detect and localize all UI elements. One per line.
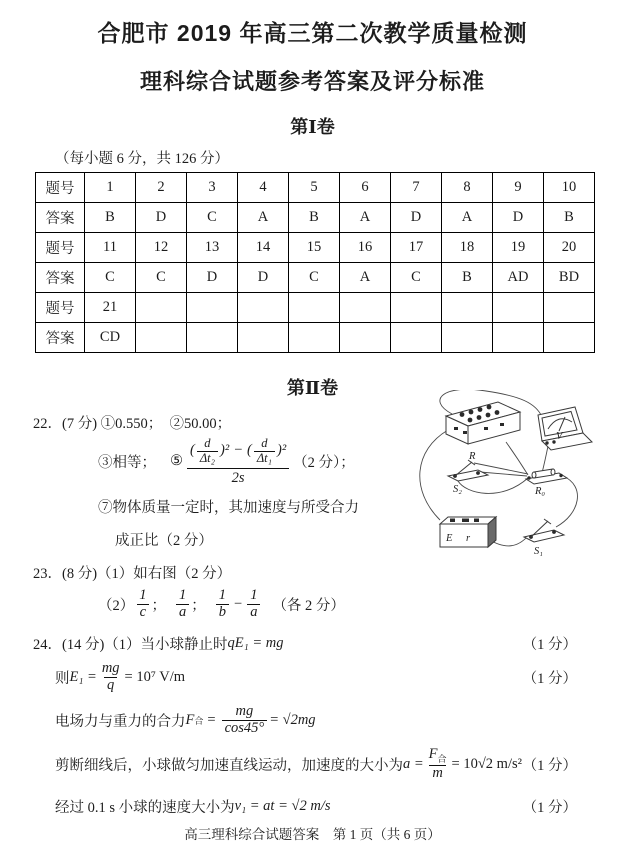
answer-table-cell: [391, 293, 442, 323]
fraction-1-over-c: [136, 588, 149, 621]
q22-answer-7-cont: 成正比（2 分）: [115, 533, 213, 550]
answer-table-cell: 18: [442, 233, 493, 263]
answer-table-cell: A: [442, 203, 493, 233]
denominator: m: [429, 765, 445, 782]
answer-table-row: [36, 323, 595, 353]
q23-score: （各 2 分）: [272, 598, 345, 615]
fraction-1-over-b: [216, 588, 229, 621]
resistance-box: [446, 402, 520, 444]
document-title: 合肥市 2019 年高三第二次教学质量检测: [97, 20, 528, 46]
q24-line-4: [55, 747, 625, 782]
answer-table-cell: D: [391, 203, 442, 233]
answer-table-cell: [442, 323, 493, 353]
answer-table-row: [36, 263, 595, 293]
fraction-1-over-a2: [247, 588, 260, 621]
answer-table-cell: 15: [289, 233, 340, 263]
answer-table-cell: A: [340, 203, 391, 233]
q23-line-2: [98, 588, 625, 621]
q22-answer-7: ⑦物体质量一定时，其加速度与所受合力: [98, 500, 359, 517]
answer-table-cell: 6: [340, 173, 391, 203]
answer-table-cell: 7: [391, 173, 442, 203]
document-subtitle: 理科综合试题参考答案及评分标准: [139, 69, 485, 94]
answer-table-cell: A: [340, 263, 391, 293]
answer-table-row: [36, 233, 595, 263]
answer-table-cell: 9: [493, 173, 544, 203]
a-lhs: a =: [403, 755, 424, 772]
q24-score-2: （1 分）: [522, 671, 577, 688]
numerator: d: [261, 436, 268, 450]
numerator: 1: [218, 587, 226, 604]
F-symbol: F: [185, 712, 195, 729]
page-footer: 高三理科综合试题答案 第 1 页（共 6 页）: [184, 827, 441, 842]
fraction-mg-over-cos45: [222, 704, 268, 737]
answer-table-cell: BD: [544, 263, 595, 293]
q22-score-5: （2 分）；: [293, 455, 355, 472]
circuit-diagram-svg: [406, 390, 620, 568]
q24-then-text: 则: [55, 671, 70, 688]
denominator: c: [137, 604, 149, 621]
switch-s2-label: S₂: [453, 484, 462, 495]
paren-open: (: [190, 442, 195, 459]
q22-answers-1-2: 22．(7 分) ①0.550； ②50.00；: [33, 416, 232, 432]
answer-table-cell: [136, 293, 187, 323]
separator: ；: [151, 598, 166, 615]
answer-table-cell: [238, 293, 289, 323]
resistance-box-label: R: [469, 451, 476, 462]
q24-accel-value: = 10√2 m/s²: [451, 755, 522, 772]
answer-table-cell: 17: [391, 233, 442, 263]
answer-table-cell: [493, 293, 544, 323]
numerator: [426, 747, 450, 765]
q24-formula-qE1: qE₁ = mg: [227, 635, 284, 652]
denominator: Δt₁: [254, 451, 275, 466]
answer-table-cell: [187, 323, 238, 353]
answer-table-cell: 10: [544, 173, 595, 203]
score-note: （每小题 6 分，共 126 分）: [55, 151, 229, 167]
q24-accel-text: 剪断细线后，小球做匀加速直线运动，加速度的大小为: [55, 757, 403, 774]
numerator: 1: [250, 587, 258, 604]
answer-table-row: [36, 203, 595, 233]
answer-table-row-header: 题号: [36, 233, 85, 263]
answer-table-cell: C: [187, 203, 238, 233]
wire: [458, 478, 528, 493]
F-subscript: 合: [437, 753, 447, 764]
wire: [542, 446, 548, 473]
q24-score-1: （1 分）: [522, 637, 577, 654]
answer-table-cell: [289, 293, 340, 323]
answer-table-cell: [289, 323, 340, 353]
answer-table-cell: 12: [136, 233, 187, 263]
paren-close-squared: )²: [220, 442, 230, 459]
fraction-numerator: [187, 437, 289, 468]
answer-table-cell: [442, 293, 493, 323]
answer-table-cell: 21: [85, 293, 136, 323]
answer-table-row: [36, 173, 595, 203]
answer-table-cell: 14: [238, 233, 289, 263]
q24-force-text: 电场力与重力的合力: [55, 714, 186, 731]
q24-part-1-text: 24．(14 分)（1）当小球静止时: [33, 637, 228, 654]
answer-table-row: [36, 293, 595, 323]
answer-table-body: [36, 173, 595, 353]
answer-table-cell: A: [238, 203, 289, 233]
battery-internal-resistance-label: r: [466, 533, 471, 544]
section-1-heading: 第Ⅰ卷: [290, 117, 335, 137]
q24-score-5: （1 分）: [522, 799, 577, 816]
question-24-block: [33, 633, 625, 816]
resistor-r0: [526, 469, 567, 484]
answer-table-cell: 19: [493, 233, 544, 263]
numerator: 1: [179, 587, 187, 604]
F-symbol: F: [428, 746, 438, 763]
q24-score-4: （1 分）: [522, 757, 577, 774]
q24-line-1: [33, 633, 625, 654]
answer-table-cell: C: [289, 263, 340, 293]
q22-answer-5-number: ⑤: [170, 453, 183, 470]
denominator: b: [216, 604, 229, 621]
q24-speed-formula: v₁ = at = √2 m/s: [234, 797, 331, 814]
answer-table-cell: 11: [85, 233, 136, 263]
answer-table-cell: [187, 293, 238, 323]
answer-table-cell: B: [442, 263, 493, 293]
section-2-heading: 第Ⅱ卷: [286, 378, 339, 398]
q24-line-5: [55, 796, 625, 817]
answer-table-cell: B: [85, 203, 136, 233]
answer-table-cell: [493, 323, 544, 353]
equals-sign: =: [207, 712, 216, 729]
answer-table-cell: [340, 323, 391, 353]
answer-table-row-header: 答案: [36, 203, 85, 233]
q23-part-1: 23．(8 分)（1）如右图（2 分）: [33, 566, 232, 583]
answer-table: [35, 172, 595, 353]
numerator: 1: [139, 587, 147, 604]
answer-table-cell: D: [187, 263, 238, 293]
wire: [556, 476, 577, 527]
answer-table-cell: C: [136, 263, 187, 293]
F-subscript: 合: [194, 716, 204, 727]
q24-force-value: = √2mg: [269, 712, 316, 729]
q24-speed-text: 经过 0.1 s 小球的速度大小为: [55, 799, 235, 816]
voltmeter-label: V: [556, 431, 563, 442]
q24-E1-lhs: E₁ =: [69, 669, 97, 686]
switch-s1-label: S₁: [534, 546, 543, 557]
answer-table-cell: 4: [238, 173, 289, 203]
fraction-mg-over-q: [99, 661, 123, 694]
answer-table-cell: [238, 323, 289, 353]
numerator: d: [204, 436, 211, 450]
answer-table-cell: [391, 323, 442, 353]
denominator: q: [104, 677, 117, 694]
q24-line-2: [55, 661, 625, 694]
answer-table-cell: D: [493, 203, 544, 233]
separator: ；: [191, 598, 206, 615]
q23-part-2-label: （2）: [98, 598, 135, 615]
denominator: a: [176, 604, 189, 621]
answer-table-row-header: 题号: [36, 293, 85, 323]
q22-answer-3: ③相等；: [98, 455, 156, 472]
answer-table-cell: 13: [187, 233, 238, 263]
answer-table-cell: AD: [493, 263, 544, 293]
answer-table-cell: 8: [442, 173, 493, 203]
answer-table-cell: 1: [85, 173, 136, 203]
answer-table-cell: D: [136, 203, 187, 233]
q22-formula-fraction: [187, 437, 289, 486]
question-23-block: [33, 562, 625, 621]
paren-close-squared: )²: [276, 442, 287, 459]
answer-table-row-header: 答案: [36, 323, 85, 353]
answer-table-cell: 20: [544, 233, 595, 263]
switch-s1: [524, 519, 564, 542]
answer-table-cell: 2: [136, 173, 187, 203]
answer-table-cell: C: [85, 263, 136, 293]
denominator: a: [247, 604, 260, 621]
answer-table-cell: CD: [85, 323, 136, 353]
numerator: mg: [235, 703, 254, 720]
numerator: mg: [101, 660, 120, 677]
denominator: cos45°: [222, 720, 268, 737]
denominator: Δt₂: [197, 451, 218, 466]
minus-sign: −: [234, 596, 243, 613]
voltmeter: [538, 407, 592, 450]
answer-table-cell: B: [289, 203, 340, 233]
answer-table-cell: D: [238, 263, 289, 293]
battery-emf-label: E: [446, 533, 453, 544]
fraction-denominator: 2s: [187, 468, 289, 487]
q24-line-3: [55, 704, 625, 737]
answer-table-cell: 5: [289, 173, 340, 203]
minus-sign: −: [233, 442, 243, 459]
answer-table-cell: [544, 323, 595, 353]
paren-open: (: [246, 442, 252, 459]
wire: [420, 430, 448, 520]
nested-fraction: [254, 437, 275, 466]
answer-table-cell: 16: [340, 233, 391, 263]
answer-table-cell: C: [391, 263, 442, 293]
answer-table-cell: [544, 293, 595, 323]
answer-table-cell: B: [544, 203, 595, 233]
answer-table-row-header: 答案: [36, 263, 85, 293]
fraction-1-over-a: [176, 588, 189, 621]
resistor-r0-label: R₀: [535, 486, 546, 497]
circuit-diagram: [406, 390, 620, 568]
answer-table-cell: [136, 323, 187, 353]
answer-table-cell: [340, 293, 391, 323]
switch-s2: [448, 460, 488, 481]
fraction-F-over-m: [426, 747, 450, 782]
q24-E1-value: = 10⁷ V/m: [124, 669, 186, 686]
nested-fraction: [197, 437, 218, 466]
answer-table-cell: 3: [187, 173, 238, 203]
answer-table-row-header: 题号: [36, 173, 85, 203]
